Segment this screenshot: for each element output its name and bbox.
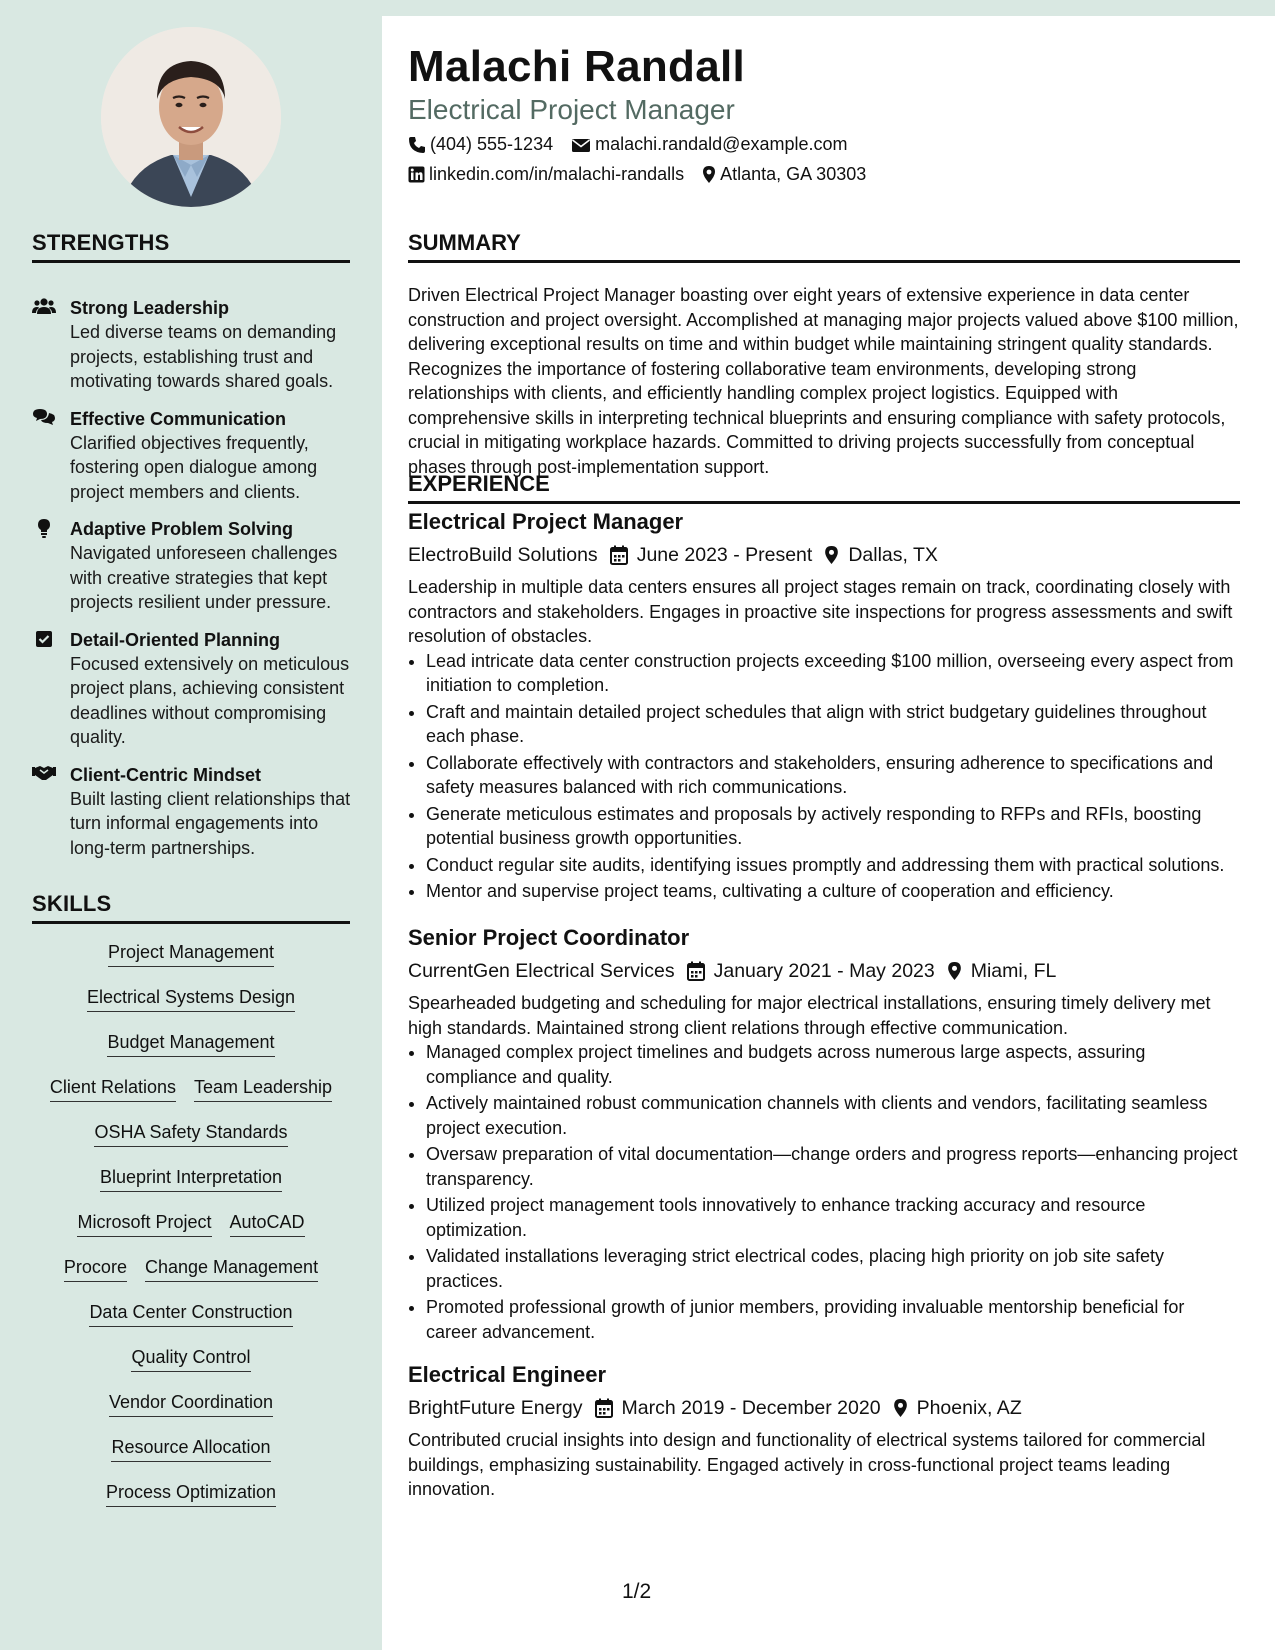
company-name: ElectroBuild Solutions — [408, 543, 598, 566]
calendar-icon — [687, 961, 705, 981]
portrait-image — [101, 27, 281, 207]
strength-desc: Built lasting client relationships that turn informal engagements into long-term partnerships. — [70, 788, 351, 858]
main-content — [382, 16, 1275, 1650]
skill-tag: Quality Control — [131, 1345, 250, 1372]
email-address[interactable]: malachi.randald@example.com — [595, 134, 848, 154]
strength-title: Client-Centric Mindset — [70, 764, 262, 785]
strength-desc: Focused extensively on meticulous project plans, achieving consistent deadlines without compromising quality. — [70, 653, 350, 747]
strength-item — [32, 407, 357, 505]
skill-tag: Project Management — [108, 940, 274, 967]
strength-item — [32, 628, 357, 750]
contact-row — [408, 134, 865, 155]
envelope-icon — [571, 137, 591, 153]
users-icon — [32, 297, 56, 317]
calendar-icon — [610, 545, 628, 565]
job-bullet: • Conduct regular site audits, identifying issues promptly and addressing them with practical solutions. — [426, 853, 1240, 878]
job-entry — [408, 925, 1240, 1346]
job-title: Electrical Project Manager — [408, 509, 684, 534]
comments-icon — [32, 408, 56, 428]
strength-desc: Clarified objectives frequently, fostering open dialogue among project members and clients. — [70, 432, 318, 502]
candidate-name: Malachi Randall — [408, 42, 746, 91]
sidebar — [0, 0, 382, 1650]
strength-title: Adaptive Problem Solving — [70, 519, 294, 539]
page-number: 1/2 — [622, 1580, 652, 1603]
lightbulb-icon — [32, 518, 56, 538]
strength-desc: Navigated unforeseen challenges with creative strategies that kept projects resilient under pressure. — [70, 543, 338, 612]
phone-number[interactable]: (404) 555-1234 — [430, 134, 554, 154]
strengths-list — [32, 296, 357, 873]
calendar-icon — [595, 1398, 613, 1418]
strength-item — [32, 296, 357, 394]
job-entry — [408, 509, 1240, 906]
skill-tag: OSHA Safety Standards — [94, 1120, 287, 1147]
job-bullet: • Mentor and supervise project teams, cultivating a culture of cooperation and efficiency. — [426, 879, 1240, 904]
skill-tag: Procore — [64, 1255, 127, 1282]
job-meta — [408, 957, 1240, 985]
skill-tag: Resource Allocation — [111, 1435, 270, 1462]
summary-text: Driven Electrical Project Manager boasting over eight years of extensive experience in data center construction and project oversight. Accomplished at managing major projects valued above $100 million, delivering exceptional results on time and within budget while maintaining stringent quality standards. Recognizes the importance of fostering collaborative team environments, developing strong relationships with clients, and efficiently handling complex project logistics. Equipped with comprehensive skills in interpreting technical blueprints and ensuring compliance with safety protocols, crucial in mitigating workplace hazards. Committed to driving projects successfully from conceptual phases through post-implementation support. — [408, 285, 1239, 477]
job-description: Spearheaded budgeting and scheduling for major electrical installations, ensuring timely delivery met high standards. Maintained strong client relations through effective communication. — [408, 993, 1211, 1038]
strength-item — [32, 517, 357, 615]
skill-tag: Blueprint Interpretation — [100, 1165, 282, 1192]
skill-tag: Budget Management — [107, 1030, 274, 1057]
strength-title: Effective Communication — [70, 408, 287, 429]
company-name: BrightFuture Energy — [408, 1396, 583, 1419]
skills-heading: SKILLS — [32, 891, 350, 924]
job-meta — [408, 541, 1240, 569]
job-bullets — [408, 649, 1240, 904]
skill-tag: Client Relations — [50, 1075, 176, 1102]
job-entry — [408, 1362, 1240, 1502]
job-bullet: • Generate meticulous estimates and proposals by actively responding to RFPs and RFIs, boosting potential business growth opportunities. — [426, 802, 1240, 851]
job-location: Dallas, TX — [848, 543, 938, 566]
experience-heading: EXPERIENCE — [408, 471, 1240, 504]
job-bullet: • Oversaw preparation of vital documentation—change orders and progress reports—enhancing project transparency. — [426, 1142, 1240, 1191]
phone-icon — [408, 136, 426, 154]
job-bullet: • Utilized project management tools innovatively to enhance tracking accuracy and resource optimization. — [426, 1193, 1240, 1242]
candidate-title: Electrical Project Manager — [408, 94, 735, 125]
job-bullet: • Craft and maintain detailed project schedules that align with strict budgetary guidelines throughout each phase. — [426, 700, 1240, 749]
strength-title: Detail-Oriented Planning — [70, 629, 281, 650]
contact-row — [408, 164, 884, 185]
location-pin-icon — [947, 961, 962, 981]
skill-tag: Change Management — [145, 1255, 318, 1282]
location-pin-icon — [824, 545, 839, 565]
job-bullet: • Actively maintained robust communication channels with clients and vendors, facilitating seamless project execution. — [426, 1091, 1240, 1140]
skill-tag: AutoCAD — [230, 1210, 305, 1237]
strength-item — [32, 763, 357, 861]
job-title: Electrical Engineer — [408, 1362, 607, 1387]
skill-tag: Team Leadership — [194, 1075, 332, 1102]
linkedin-url[interactable]: linkedin.com/in/malachi-randalls — [429, 164, 685, 184]
skill-tag: Electrical Systems Design — [87, 985, 295, 1012]
job-bullet: • Validated installations leveraging strict electrical codes, placing high priority on job site safety practices. — [426, 1244, 1240, 1293]
job-title: Senior Project Coordinator — [408, 925, 690, 950]
skill-tag: Microsoft Project — [77, 1210, 211, 1237]
job-bullet: • Collaborate effectively with contractors and stakeholders, ensuring adherence to specifications and safety measures balanced with rich communications. — [426, 751, 1240, 800]
skills-list — [32, 940, 350, 1525]
profile-photo — [101, 27, 281, 207]
skill-tag: Process Optimization — [106, 1480, 276, 1507]
job-bullet: • Managed complex project timelines and budgets across numerous large aspects, assuring compliance and quality. — [426, 1040, 1240, 1089]
job-description: Leadership in multiple data centers ensures all project stages remain on track, coordinating closely with contractors and stakeholders. Engages in proactive site inspections for progress assessments and swift resolution of obstacles. — [408, 577, 1233, 646]
summary-heading: SUMMARY — [408, 230, 1240, 263]
job-bullet: • Lead intricate data center construction projects exceeding $100 million, overseeing every aspect from initiation to completion. — [426, 649, 1240, 698]
linkedin-icon — [408, 166, 425, 183]
company-name: CurrentGen Electrical Services — [408, 959, 675, 982]
skill-tag: Data Center Construction — [89, 1300, 292, 1327]
job-dates: January 2021 - May 2023 — [713, 959, 935, 982]
skill-tag: Vendor Coordination — [109, 1390, 273, 1417]
strength-title: Strong Leadership — [70, 298, 230, 318]
job-bullets — [408, 1040, 1240, 1344]
job-dates: March 2019 - December 2020 — [621, 1396, 881, 1419]
location-text: Atlanta, GA 30303 — [720, 164, 867, 184]
checkbox-icon — [32, 629, 56, 649]
handshake-icon — [32, 764, 56, 784]
job-meta — [408, 1394, 1240, 1422]
job-location: Miami, FL — [970, 959, 1057, 982]
location-pin-icon — [702, 165, 716, 184]
job-location: Phoenix, AZ — [916, 1396, 1022, 1419]
strengths-heading: STRENGTHS — [32, 230, 350, 263]
job-description: Contributed crucial insights into design and functionality of electrical systems tailored for commercial buildings, emphasizing sustainability. Engaged actively in cross-functional project teams leading innovation. — [408, 1430, 1206, 1499]
strength-desc: Led diverse teams on demanding projects, establishing trust and motivating towards shared goals. — [70, 322, 337, 391]
job-dates: June 2023 - Present — [636, 543, 813, 566]
location-pin-icon — [893, 1398, 908, 1418]
job-bullet: • Promoted professional growth of junior members, providing invaluable mentorship beneficial for career advancement. — [426, 1295, 1240, 1344]
